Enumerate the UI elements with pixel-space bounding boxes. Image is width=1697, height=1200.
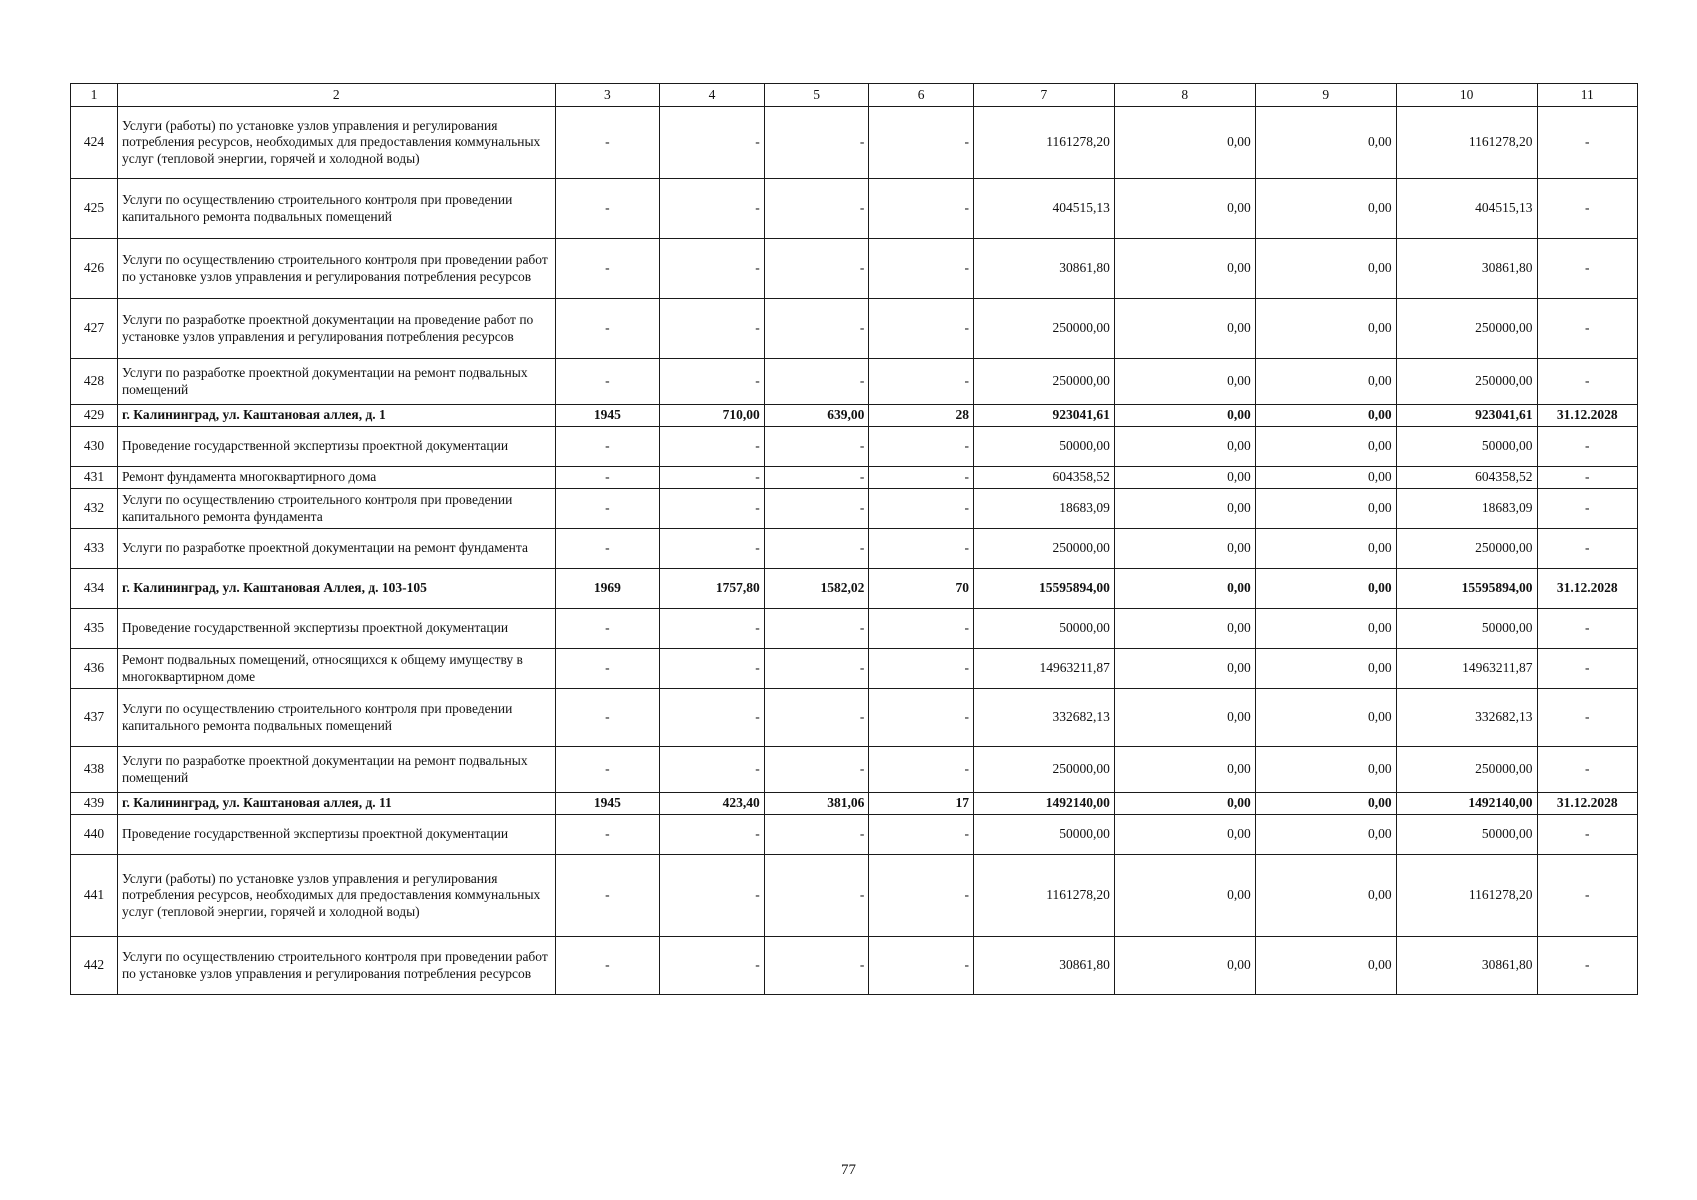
name-cell: Услуги по осуществлению строительного контроля при проведении работ по установке узлов управления и регулирования потребления ресурсов	[117, 239, 555, 299]
value-cell: -	[555, 689, 660, 747]
value-cell: -	[869, 489, 974, 529]
value-cell: -	[869, 855, 974, 937]
value-cell: 0,00	[1114, 689, 1255, 747]
value-cell: -	[1537, 529, 1637, 569]
value-cell: 404515,13	[1396, 179, 1537, 239]
value-cell: -	[660, 689, 765, 747]
value-cell: 0,00	[1255, 427, 1396, 467]
header-row	[71, 84, 1638, 107]
row-number-cell: 431	[71, 467, 118, 489]
value-cell: 250000,00	[1396, 359, 1537, 405]
value-cell: 923041,61	[1396, 405, 1537, 427]
value-cell: -	[869, 467, 974, 489]
value-cell: -	[1537, 179, 1637, 239]
value-cell: 0,00	[1255, 815, 1396, 855]
name-cell: Услуги (работы) по установке узлов управления и регулирования потребления ресурсов, необходимых для предоставления коммунальных услуг (тепловой энергии, горячей и холодной воды)	[117, 855, 555, 937]
value-cell: 70	[869, 569, 974, 609]
value-cell: -	[869, 937, 974, 995]
name-cell: Услуги (работы) по установке узлов управления и регулирования потребления ресурсов, необходимых для предоставления коммунальных услуг (тепловой энергии, горячей и холодной воды)	[117, 107, 555, 179]
value-cell: -	[764, 179, 869, 239]
value-cell: 0,00	[1255, 649, 1396, 689]
value-cell: 0,00	[1255, 937, 1396, 995]
value-cell: -	[1537, 299, 1637, 359]
value-cell: 404515,13	[973, 179, 1114, 239]
value-cell: 0,00	[1114, 649, 1255, 689]
value-cell: 0,00	[1255, 405, 1396, 427]
row-number-cell: 430	[71, 427, 118, 467]
value-cell: 1969	[555, 569, 660, 609]
value-cell: -	[764, 359, 869, 405]
value-cell: -	[869, 239, 974, 299]
value-cell: 250000,00	[973, 529, 1114, 569]
value-cell: 0,00	[1255, 359, 1396, 405]
value-cell: 0,00	[1255, 855, 1396, 937]
value-cell: -	[660, 529, 765, 569]
value-cell: -	[660, 815, 765, 855]
value-cell: 1945	[555, 405, 660, 427]
value-cell: -	[660, 937, 765, 995]
row-number-cell: 436	[71, 649, 118, 689]
value-cell: -	[555, 427, 660, 467]
name-cell: Услуги по разработке проектной документации на ремонт фундамента	[117, 529, 555, 569]
value-cell: -	[764, 609, 869, 649]
value-cell: 1757,80	[660, 569, 765, 609]
capital-repair-table	[70, 83, 1638, 995]
value-cell: 0,00	[1114, 179, 1255, 239]
value-cell: 1161278,20	[1396, 107, 1537, 179]
value-cell: -	[764, 467, 869, 489]
value-cell: -	[660, 239, 765, 299]
row-number-cell: 442	[71, 937, 118, 995]
name-cell: Ремонт подвальных помещений, относящихся к общему имуществу в многоквартирном доме	[117, 649, 555, 689]
row-number-cell: 429	[71, 405, 118, 427]
value-cell: 28	[869, 405, 974, 427]
value-cell: 30861,80	[973, 937, 1114, 995]
table-row	[71, 299, 1638, 359]
value-cell: -	[869, 427, 974, 467]
name-cell: Проведение государственной экспертизы проектной документации	[117, 609, 555, 649]
name-cell: Проведение государственной экспертизы проектной документации	[117, 815, 555, 855]
name-cell: Ремонт фундамента многоквартирного дома	[117, 467, 555, 489]
value-cell: -	[869, 299, 974, 359]
value-cell: -	[764, 649, 869, 689]
value-cell: -	[660, 855, 765, 937]
row-number-cell: 433	[71, 529, 118, 569]
value-cell: 30861,80	[973, 239, 1114, 299]
value-cell: 30861,80	[1396, 239, 1537, 299]
value-cell: -	[764, 689, 869, 747]
table-row	[71, 609, 1638, 649]
value-cell: -	[869, 815, 974, 855]
value-cell: 0,00	[1114, 815, 1255, 855]
value-cell: -	[660, 489, 765, 529]
value-cell: 250000,00	[973, 747, 1114, 793]
value-cell: -	[660, 747, 765, 793]
value-cell: -	[555, 937, 660, 995]
value-cell: -	[764, 529, 869, 569]
table-row	[71, 815, 1638, 855]
value-cell: -	[1537, 427, 1637, 467]
value-cell: 31.12.2028	[1537, 569, 1637, 609]
row-number-cell: 434	[71, 569, 118, 609]
column-header: 9	[1255, 84, 1396, 107]
value-cell: 0,00	[1114, 299, 1255, 359]
value-cell: -	[660, 359, 765, 405]
value-cell: -	[869, 609, 974, 649]
value-cell: -	[1537, 467, 1637, 489]
value-cell: 639,00	[764, 405, 869, 427]
value-cell: 0,00	[1114, 427, 1255, 467]
value-cell: 30861,80	[1396, 937, 1537, 995]
value-cell: -	[660, 427, 765, 467]
value-cell: 1582,02	[764, 569, 869, 609]
table-row	[71, 107, 1638, 179]
value-cell: 381,06	[764, 793, 869, 815]
value-cell: 0,00	[1255, 239, 1396, 299]
value-cell: 50000,00	[973, 609, 1114, 649]
address-row	[71, 793, 1638, 815]
row-number-cell: 437	[71, 689, 118, 747]
value-cell: -	[555, 855, 660, 937]
column-header: 4	[660, 84, 765, 107]
value-cell: -	[555, 107, 660, 179]
value-cell: 1492140,00	[973, 793, 1114, 815]
column-header: 5	[764, 84, 869, 107]
value-cell: 50000,00	[973, 815, 1114, 855]
value-cell: 15595894,00	[1396, 569, 1537, 609]
value-cell: -	[1537, 937, 1637, 995]
value-cell: 1945	[555, 793, 660, 815]
table-body	[71, 107, 1638, 995]
row-number-cell: 441	[71, 855, 118, 937]
value-cell: 50000,00	[1396, 427, 1537, 467]
value-cell: 0,00	[1114, 239, 1255, 299]
table-row	[71, 855, 1638, 937]
value-cell: 0,00	[1255, 467, 1396, 489]
value-cell: 1161278,20	[1396, 855, 1537, 937]
table-row	[71, 937, 1638, 995]
value-cell: -	[555, 815, 660, 855]
value-cell: 0,00	[1114, 359, 1255, 405]
value-cell: -	[555, 747, 660, 793]
table-row	[71, 529, 1638, 569]
row-number-cell: 432	[71, 489, 118, 529]
value-cell: 0,00	[1255, 609, 1396, 649]
name-cell: Услуги по разработке проектной документации на ремонт подвальных помещений	[117, 359, 555, 405]
value-cell: 0,00	[1255, 689, 1396, 747]
value-cell: -	[1537, 649, 1637, 689]
value-cell: 50000,00	[1396, 815, 1537, 855]
table-row	[71, 649, 1638, 689]
name-cell: Проведение государственной экспертизы проектной документации	[117, 427, 555, 467]
column-header: 1	[71, 84, 118, 107]
value-cell: -	[555, 529, 660, 569]
value-cell: 31.12.2028	[1537, 793, 1637, 815]
value-cell: 0,00	[1114, 529, 1255, 569]
value-cell: 423,40	[660, 793, 765, 815]
row-number-cell: 424	[71, 107, 118, 179]
name-cell: Услуги по осуществлению строительного контроля при проведении капитального ремонта подвальных помещений	[117, 179, 555, 239]
value-cell: -	[555, 179, 660, 239]
value-cell: 0,00	[1255, 179, 1396, 239]
value-cell: -	[764, 239, 869, 299]
name-cell: Услуги по разработке проектной документации на ремонт подвальных помещений	[117, 747, 555, 793]
value-cell: 14963211,87	[1396, 649, 1537, 689]
value-cell: -	[764, 427, 869, 467]
value-cell: -	[555, 359, 660, 405]
name-cell: Услуги по разработке проектной документации на проведение работ по установке узлов управления и регулирования потребления ресурсов	[117, 299, 555, 359]
value-cell: -	[1537, 359, 1637, 405]
value-cell: 31.12.2028	[1537, 405, 1637, 427]
value-cell: 332682,13	[973, 689, 1114, 747]
value-cell: 332682,13	[1396, 689, 1537, 747]
table-row	[71, 179, 1638, 239]
value-cell: 604358,52	[1396, 467, 1537, 489]
table-row	[71, 689, 1638, 747]
value-cell: 0,00	[1114, 937, 1255, 995]
row-number-cell: 438	[71, 747, 118, 793]
value-cell: -	[555, 489, 660, 529]
value-cell: -	[1537, 609, 1637, 649]
value-cell: -	[869, 107, 974, 179]
value-cell: -	[869, 649, 974, 689]
value-cell: 0,00	[1114, 855, 1255, 937]
name-cell: г. Калининград, ул. Каштановая Аллея, д. 103-105	[117, 569, 555, 609]
value-cell: 250000,00	[1396, 747, 1537, 793]
value-cell: -	[660, 299, 765, 359]
value-cell: -	[1537, 855, 1637, 937]
value-cell: 0,00	[1114, 489, 1255, 529]
name-cell: г. Калининград, ул. Каштановая аллея, д. 11	[117, 793, 555, 815]
value-cell: -	[1537, 747, 1637, 793]
value-cell: -	[1537, 489, 1637, 529]
value-cell: -	[869, 179, 974, 239]
column-header: 10	[1396, 84, 1537, 107]
table-row	[71, 467, 1638, 489]
column-header: 8	[1114, 84, 1255, 107]
value-cell: -	[764, 107, 869, 179]
value-cell: -	[764, 937, 869, 995]
value-cell: 0,00	[1255, 107, 1396, 179]
value-cell: 1492140,00	[1396, 793, 1537, 815]
column-header: 3	[555, 84, 660, 107]
value-cell: 0,00	[1255, 299, 1396, 359]
value-cell: -	[764, 855, 869, 937]
table-row	[71, 427, 1638, 467]
value-cell: 250000,00	[973, 299, 1114, 359]
column-header: 2	[117, 84, 555, 107]
value-cell: -	[555, 649, 660, 689]
value-cell: -	[555, 299, 660, 359]
row-number-cell: 428	[71, 359, 118, 405]
row-number-cell: 425	[71, 179, 118, 239]
value-cell: 250000,00	[973, 359, 1114, 405]
row-number-cell: 439	[71, 793, 118, 815]
row-number-cell: 440	[71, 815, 118, 855]
value-cell: 1161278,20	[973, 107, 1114, 179]
value-cell: 250000,00	[1396, 299, 1537, 359]
value-cell: 0,00	[1114, 747, 1255, 793]
column-header: 11	[1537, 84, 1637, 107]
value-cell: 0,00	[1114, 569, 1255, 609]
column-header: 6	[869, 84, 974, 107]
value-cell: 0,00	[1114, 609, 1255, 649]
value-cell: -	[869, 747, 974, 793]
value-cell: -	[764, 815, 869, 855]
value-cell: 0,00	[1255, 793, 1396, 815]
value-cell: 50000,00	[1396, 609, 1537, 649]
value-cell: -	[764, 747, 869, 793]
address-row	[71, 569, 1638, 609]
value-cell: -	[869, 359, 974, 405]
value-cell: 0,00	[1114, 467, 1255, 489]
value-cell: 0,00	[1255, 569, 1396, 609]
register-sheet	[70, 83, 1638, 995]
value-cell: -	[1537, 239, 1637, 299]
value-cell: -	[660, 467, 765, 489]
value-cell: 17	[869, 793, 974, 815]
value-cell: -	[660, 649, 765, 689]
table-row	[71, 239, 1638, 299]
value-cell: 250000,00	[1396, 529, 1537, 569]
name-cell: Услуги по осуществлению строительного контроля при проведении капитального ремонта фундамента	[117, 489, 555, 529]
value-cell: -	[660, 609, 765, 649]
column-header: 7	[973, 84, 1114, 107]
value-cell: 18683,09	[1396, 489, 1537, 529]
page-number: 77	[841, 1162, 856, 1178]
value-cell: 14963211,87	[973, 649, 1114, 689]
value-cell: -	[660, 179, 765, 239]
row-number-cell: 426	[71, 239, 118, 299]
value-cell: -	[555, 609, 660, 649]
value-cell: -	[764, 299, 869, 359]
row-number-cell: 435	[71, 609, 118, 649]
value-cell: -	[555, 467, 660, 489]
table-row	[71, 489, 1638, 529]
value-cell: 604358,52	[973, 467, 1114, 489]
value-cell: 923041,61	[973, 405, 1114, 427]
value-cell: -	[1537, 107, 1637, 179]
value-cell: 50000,00	[973, 427, 1114, 467]
name-cell: Услуги по осуществлению строительного контроля при проведении капитального ремонта подвальных помещений	[117, 689, 555, 747]
value-cell: 0,00	[1255, 747, 1396, 793]
value-cell: 18683,09	[973, 489, 1114, 529]
value-cell: 710,00	[660, 405, 765, 427]
value-cell: 15595894,00	[973, 569, 1114, 609]
value-cell: -	[1537, 815, 1637, 855]
name-cell: Услуги по осуществлению строительного контроля при проведении работ по установке узлов управления и регулирования потребления ресурсов	[117, 937, 555, 995]
value-cell: 0,00	[1114, 793, 1255, 815]
table-row	[71, 359, 1638, 405]
value-cell: -	[555, 239, 660, 299]
value-cell: -	[1537, 689, 1637, 747]
name-cell: г. Калининград, ул. Каштановая аллея, д. 1	[117, 405, 555, 427]
table-row	[71, 747, 1638, 793]
value-cell: 0,00	[1114, 107, 1255, 179]
value-cell: -	[869, 689, 974, 747]
row-number-cell: 427	[71, 299, 118, 359]
value-cell: -	[869, 529, 974, 569]
value-cell: -	[660, 107, 765, 179]
value-cell: 0,00	[1114, 405, 1255, 427]
value-cell: 1161278,20	[973, 855, 1114, 937]
value-cell: 0,00	[1255, 529, 1396, 569]
value-cell: 0,00	[1255, 489, 1396, 529]
value-cell: -	[764, 489, 869, 529]
address-row	[71, 405, 1638, 427]
